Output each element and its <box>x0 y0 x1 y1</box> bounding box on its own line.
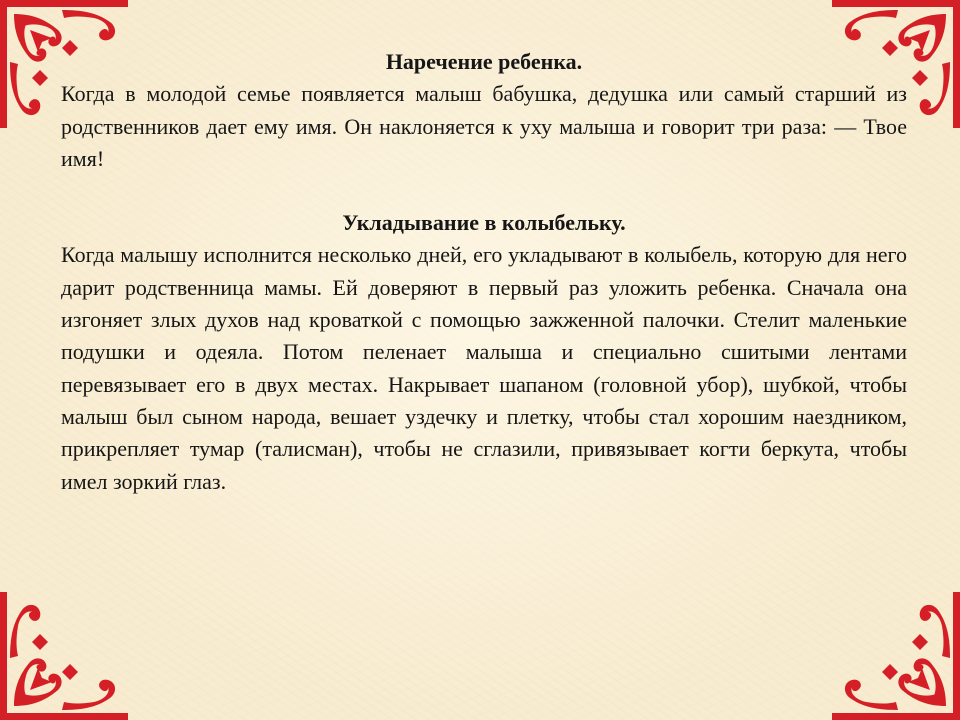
ornament-icon <box>832 592 960 720</box>
ornament-icon <box>0 592 128 720</box>
section-spacer <box>61 175 907 207</box>
corner-ornament-bottom-left <box>0 592 128 720</box>
section-title: Укладывание в колыбельку. <box>342 210 626 236</box>
section-naming <box>61 46 907 175</box>
document-body <box>61 46 907 498</box>
section-text: Когда в молодой семье появляется малыш бабушка, дедушка или самый старший из родственников дает ему имя. Он наклоняется к уху малыша и говорит три раза: — Твое имя! <box>61 81 907 171</box>
section-text: Когда малышу исполнится несколько дней, его укладывают в колыбель, которую для него дарит родственница мамы. Ей доверяют в первый раз уложить ребенка. Сначала она изгоняет злых духов над кроваткой с помощью зажженной палочки. Стелит маленькие подушки и одеяла. Потом пеленает малыша и специально сшитыми лентами перевязывает его в двух местах. Накрывает шапаном (головной убор), шубкой, чтобы малыш был сыном народа, вешает уздечку и плетку, чтобы стал хорошим наездником, прикрепляет тумар (талисман), чтобы не сглазили, привязывает когти беркута, чтобы имел зоркий глаз. <box>61 242 907 494</box>
corner-ornament-bottom-right <box>832 592 960 720</box>
section-cradle <box>61 207 907 498</box>
section-title: Наречение ребенка. <box>385 49 583 74</box>
